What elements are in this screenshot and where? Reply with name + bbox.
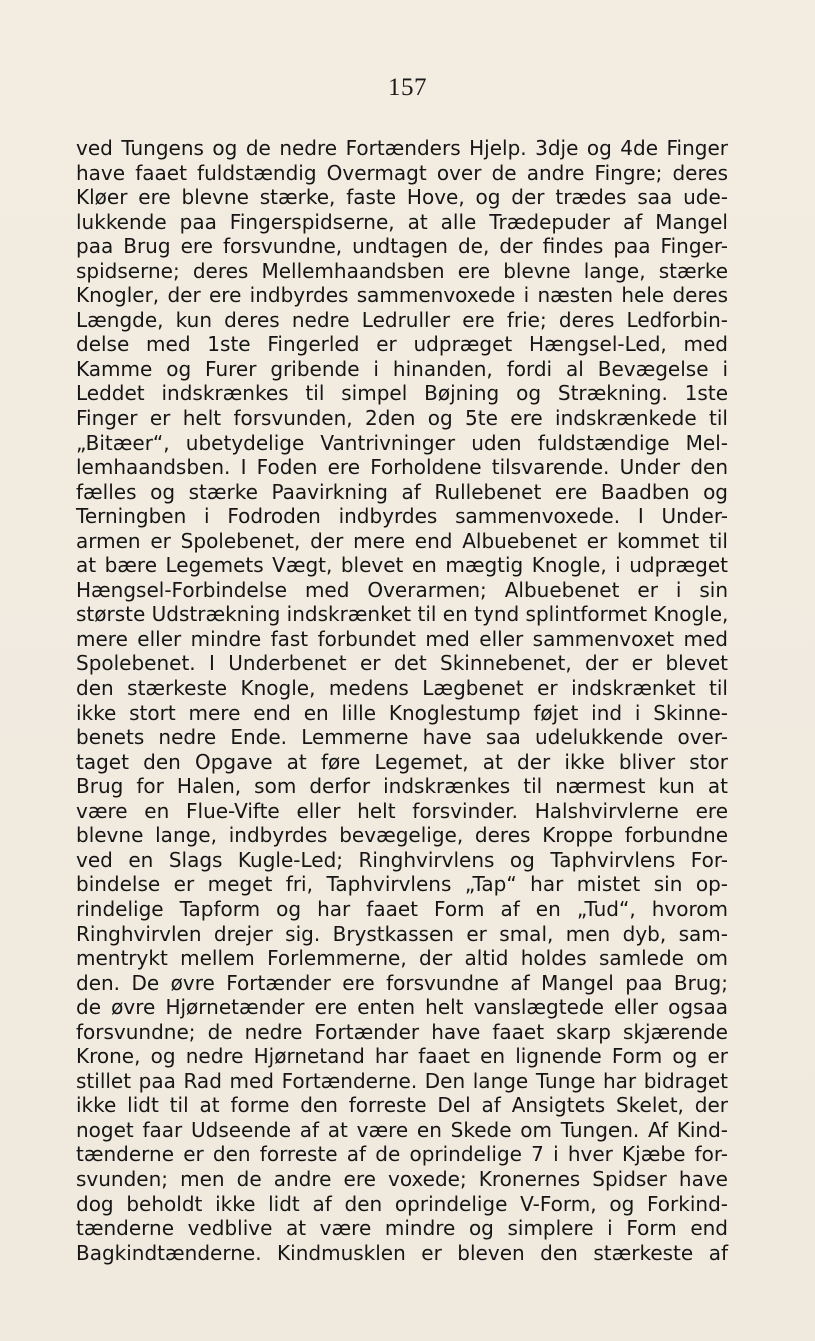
text-line: Længde, kun deres nedre Ledruller ere frie; deres Ledforbin- xyxy=(76,307,728,332)
text-line: lemhaandsben. I Foden ere Forholdene tilsvarende. Under den xyxy=(76,455,728,480)
text-line: de øvre Hjørnetænder ere enten helt vanslægtede eller ogsaa xyxy=(76,995,728,1020)
text-line: Bagkindtænderne. Kindmusklen er bleven den stærkeste af xyxy=(76,1240,728,1265)
text-line: tænderne er den forreste af de oprindelige 7 i hver Kjæbe for- xyxy=(76,1142,728,1167)
text-line: Krone, og nedre Hjørnetand har faaet en lignende Form og er xyxy=(76,1044,728,1069)
text-line: svunden; men de andre ere voxede; Kronernes Spidser have xyxy=(76,1166,728,1191)
text-line: delse med 1ste Fingerled er udpræget Hængsel-Led, med xyxy=(76,332,728,357)
text-line: være en Flue-Vifte eller helt forsvinder. Halshvirvlerne ere xyxy=(76,798,728,823)
text-line: stillet paa Rad med Fortænderne. Den lange Tunge har bidraget xyxy=(76,1068,728,1093)
text-line: ved en Slags Kugle-Led; Ringhvirvlens og Taphvirvlens For- xyxy=(76,847,728,872)
text-line: Knogler, der ere indbyrdes sammenvoxede i næsten hele deres xyxy=(76,283,728,308)
text-line: ved Tungens og de nedre Fortænders Hjelp. 3dje og 4de Finger xyxy=(76,136,728,160)
text-line: mere eller mindre fast forbundet med eller sammenvoxet med xyxy=(76,626,728,651)
text-line: største Udstrækning indskrænket til en tynd splintformet Knogle, xyxy=(76,602,729,627)
text-line: Spolebenet. I Underbenet er det Skinnebenet, der er blevet xyxy=(76,651,728,676)
text-line: Leddet indskrænkes til simpel Bøjning og Strækning. 1ste xyxy=(76,381,728,406)
text-line: noget faar Udseende af at være en Skede om Tungen. Af Kind- xyxy=(76,1117,728,1142)
text-line: at bære Legemets Vægt, blevet en mægtig Knogle, i udpræget xyxy=(76,553,728,578)
text-line: ikke lidt til at forme den forreste Del af Ansigtets Skelet, der xyxy=(76,1093,728,1118)
text-line: armen er Spolebenet, der mere end Albuebenet er kommet til xyxy=(76,528,728,553)
text-line: Ringhvirvlen drejer sig. Brystkassen er smal, men dyb, sam- xyxy=(76,921,728,946)
text-line: den stærkeste Knogle, medens Lægbenet er indskrænket til xyxy=(76,676,728,701)
text-line: tænderne vedblive at være mindre og simplere i Form end xyxy=(76,1216,728,1241)
text-line: bindelse er meget fri, Taphvirvlens „Tap“ har mistet sin op- xyxy=(76,872,728,897)
text-line: rindelige Tapform og har faaet Form af en „Tud“, hvorom xyxy=(76,896,728,921)
text-line: forsvundne; de nedre Fortænder have faaet skarp skjærende xyxy=(76,1019,728,1044)
text-line: „Bitæer“, ubetydelige Vantrivninger uden fuldstændige Mel- xyxy=(76,430,728,455)
text-line: dog beholdt ikke lidt af den oprindelige V-Form, og Forkind- xyxy=(76,1191,728,1216)
text-line: paa Brug ere forsvundne, undtagen de, der findes paa Finger- xyxy=(76,234,728,259)
text-line: Terningben i Fodroden indbyrdes sammenvoxede. I Under- xyxy=(76,504,728,529)
text-line: lukkende paa Fingerspidserne, at alle Trædepuder af Mangel xyxy=(76,209,728,234)
text-line: Finger er helt forsvunden, 2den og 5te ere indskrænkede til xyxy=(76,406,728,431)
body-text xyxy=(76,136,728,1265)
text-line: Hængsel-Forbindelse med Overarmen; Albuebenet er i sin xyxy=(76,577,728,602)
text-line: blevne lange, indbyrdes bevægelige, deres Kroppe forbundne xyxy=(76,823,728,848)
text-line: benets nedre Ende. Lemmerne have saa udelukkende over- xyxy=(76,725,728,750)
text-line: spidserne; deres Mellemhaandsben ere blevne lange, stærke xyxy=(76,258,728,283)
text-line: have faaet fuldstændig Overmagt over de andre Fingre; deres xyxy=(76,160,728,185)
text-line: Brug for Halen, som derfor indskrænkes til nærmest kun at xyxy=(76,774,728,799)
text-line: Kløer ere blevne stærke, faste Hove, og der trædes saa ude- xyxy=(76,185,728,210)
text-line: ikke stort mere end en lille Knoglestump føjet ind i Skinne- xyxy=(76,700,728,725)
text-line: taget den Opgave at føre Legemet, at der ikke bliver stor xyxy=(76,749,728,774)
text-line: Kamme og Furer gribende i hinanden, fordi al Bevægelse i xyxy=(76,356,728,381)
text-line: den. De øvre Fortænder ere forsvundne af Mangel paa Brug; xyxy=(76,970,728,995)
page-number: 157 xyxy=(388,74,427,101)
text-line: fælles og stærke Paavirkning af Rullebenet ere Baadben og xyxy=(76,479,728,504)
text-line: mentrykt mellem Forlemmerne, der altid holdes samlede om xyxy=(76,946,728,971)
